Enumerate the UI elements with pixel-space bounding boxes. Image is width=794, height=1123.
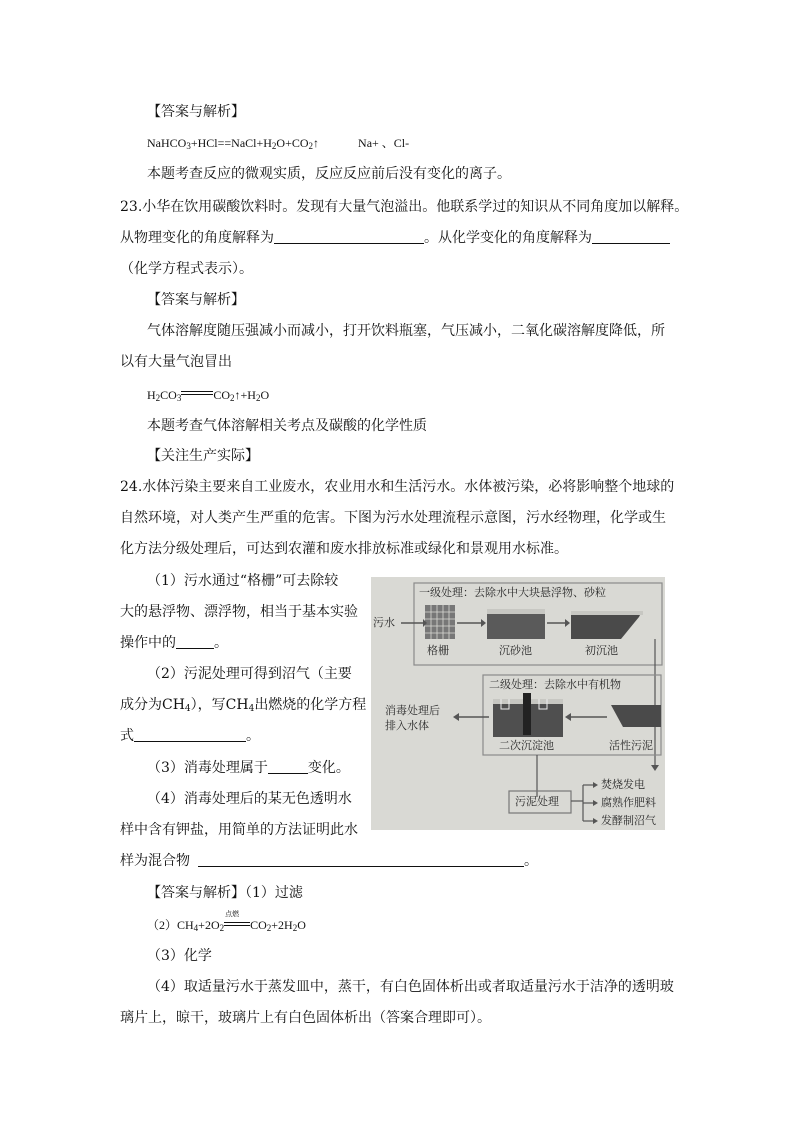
disinfect-label-1: 消毒处理后 — [385, 704, 440, 717]
q23-blank-physical[interactable] — [274, 229, 424, 244]
q24-stem-line1: 24.水体污染主要来自工业废水，农业用水和生活污水。水体被污染，必将影响整个地球的 — [120, 479, 675, 495]
section-heading: 【关注生产实际】 — [147, 448, 259, 464]
q22-note: 本题考查反应的微观实质，反应反应前后没有变化的离子。 — [147, 166, 511, 182]
sludge-treatment-label: 污泥处理 — [515, 795, 559, 808]
q23-note: 本题考查气体溶解相关考点及碳酸的化学性质 — [147, 418, 427, 434]
secondary-tank-label: 二次沉淀池 — [499, 739, 554, 752]
q23-stem-line2: 从物理变化的角度解释为 。从化学变化的角度解释为 — [120, 228, 670, 248]
disinfect-label-2: 排入水体 — [385, 719, 429, 732]
output-biogas: 发酵制沼气 — [601, 814, 656, 827]
q24-blank-1[interactable] — [176, 634, 214, 649]
q24-answer-line1: 【答案与解析】（1）过滤 — [147, 885, 303, 901]
q22-ions: Na+ 、Cl- — [358, 136, 410, 150]
q24-sub3: （3）消毒处理属于 变化。 — [147, 760, 350, 776]
q23-stem-line1: 23.小华在饮用碳酸饮料时。发现有大量气泡溢出。他联系学过的知识从不同角度加以解释。 — [120, 199, 689, 215]
q24-sub2-line1: （2）污泥处理可得到沼气（主要 — [147, 666, 352, 682]
grating-label: 格栅 — [427, 644, 449, 657]
q22-equation: $NaHCO_3+HCl==NaCl+H_2O+CO_2↑$ Na+ 、Cl- — [147, 136, 410, 151]
q23-blank-chemical[interactable] — [592, 229, 670, 244]
primary-tank-label: 初沉池 — [585, 644, 618, 657]
q24-answer-line4b: 璃片上，晾干，玻璃片上有白色固体析出（答案合理即可）。 — [120, 1010, 491, 1026]
q24-sub4-line3: 样为混合物 。 — [120, 853, 538, 869]
stage1-label: 一级处理：去除水中大块悬浮物、砂粒 — [419, 586, 606, 599]
wastewater-label: 污水 — [373, 616, 395, 629]
q24-sub1-line1: （1）污水通过“格栅”可去除较 — [147, 573, 339, 589]
q24-blank-4[interactable] — [198, 852, 524, 867]
output-incineration: 焚烧发电 — [601, 778, 645, 791]
q24-stem-line3: 化方法分级处理后，可达到农灌和废水排放标准或绿化和景观用水标准。 — [120, 541, 568, 557]
q23-stem-line3: （化学方程式表示）。 — [120, 261, 253, 277]
q23-answer-line1: 气体溶解度随压强减小而减小，打开饮料瓶塞，气压减小，二氧化碳溶解度降低，所 — [147, 323, 665, 339]
q24-stem-line2: 自然环境，对人类产生严重的危害。下图为污水处理流程示意图，污水经物理，化学或生 — [120, 510, 666, 526]
grit-chamber-label: 沉砂池 — [499, 644, 532, 657]
q24-sub1-line3: 操作中的 。 — [120, 635, 228, 651]
q24-blank-2[interactable] — [134, 727, 246, 742]
output-fertilizer: 腐熟作肥料 — [601, 796, 656, 809]
equals-bar — [181, 388, 213, 398]
q23-answer-line2: 以有大量气泡冒出 — [120, 354, 232, 370]
q24-sub4-line2: 样中含有钾盐，用简单的方法证明此水 — [120, 822, 358, 838]
q23-equation: $H_2CO_3$ $CO_2↑+H_2O$ — [147, 388, 270, 403]
q24-answer-equation: $(2)CH_4+2O_2$ 点燃 $CO_2+2H_2O$ — [147, 910, 306, 933]
q24-blank-3[interactable] — [268, 759, 308, 774]
q22-answer-heading: 【答案与解析】 — [147, 104, 245, 120]
q24-sub4-line1: （4）消毒处理后的某无色透明水 — [147, 791, 352, 807]
q24-answer-line3: （3）化学 — [147, 948, 212, 964]
q24-sub2-line3: 式 。 — [120, 728, 260, 744]
activated-sludge-label: 活性污泥 — [609, 739, 653, 752]
stage2-label: 二级处理：去除水中有机物 — [489, 678, 621, 691]
reaction-condition: 点燃 — [224, 917, 250, 929]
wastewater-flow-diagram — [371, 577, 665, 830]
q24-sub2-line2: 成分为$CH_4$），写$CH_4$出燃烧的化学方程 — [120, 697, 367, 714]
q24-answer-line4a: （4）取适量污水于蒸发皿中，蒸干，有白色固体析出或者取适量污水于洁净的透明玻 — [147, 979, 674, 995]
q24-sub1-line2: 大的悬浮物、漂浮物，相当于基本实验 — [120, 604, 358, 620]
q23-answer-heading: 【答案与解析】 — [147, 292, 245, 308]
